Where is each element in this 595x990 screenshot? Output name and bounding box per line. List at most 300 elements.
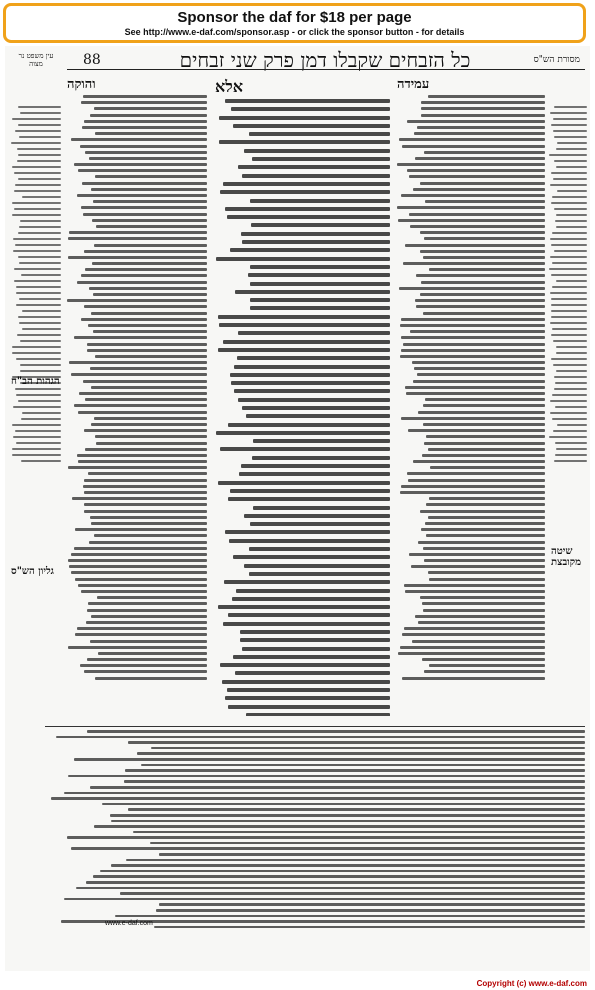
text-line <box>400 355 545 358</box>
text-line <box>16 292 61 294</box>
text-line <box>553 178 587 180</box>
text-line <box>12 118 61 120</box>
text-line <box>252 456 390 460</box>
text-line <box>428 516 545 519</box>
text-line <box>64 898 585 901</box>
text-line <box>401 194 545 197</box>
text-line <box>68 466 207 469</box>
text-line <box>408 479 545 482</box>
text-line <box>235 671 390 675</box>
text-line <box>399 287 545 290</box>
text-line <box>409 553 545 556</box>
rashi-heading: והוקה <box>67 77 96 92</box>
text-line <box>409 175 545 178</box>
text-line <box>423 423 545 426</box>
text-line <box>83 485 207 488</box>
text-line <box>244 149 390 153</box>
text-line <box>84 670 207 673</box>
tosafot-commentary <box>397 76 545 680</box>
text-line <box>418 621 545 624</box>
text-line <box>93 200 207 203</box>
text-line <box>233 655 390 659</box>
text-line <box>403 262 545 265</box>
text-line <box>86 621 207 624</box>
text-line <box>242 174 390 178</box>
text-line <box>56 736 585 739</box>
text-line <box>83 213 207 216</box>
text-line <box>404 584 545 587</box>
sponsor-banner[interactable] <box>3 3 586 43</box>
text-line <box>19 322 61 324</box>
text-line <box>150 842 585 845</box>
text-line <box>91 386 207 389</box>
text-line <box>17 160 61 162</box>
text-line <box>415 157 545 160</box>
text-line <box>87 609 207 612</box>
text-line <box>418 411 545 414</box>
text-line <box>85 268 207 271</box>
text-line <box>411 565 545 568</box>
text-line <box>549 268 587 270</box>
text-line <box>248 273 390 277</box>
text-line <box>231 107 390 111</box>
text-line <box>253 506 390 510</box>
text-line <box>233 124 390 128</box>
gilyon-heading: גליון הש"ס <box>11 566 54 577</box>
text-line <box>236 589 390 593</box>
text-line <box>551 124 587 126</box>
text-line <box>422 658 545 661</box>
text-line <box>18 316 61 318</box>
text-line <box>550 412 587 414</box>
text-line <box>19 298 61 300</box>
text-line <box>71 373 207 376</box>
text-line <box>68 256 207 259</box>
text-line <box>429 664 545 667</box>
copyright-link[interactable]: Copyright (c) www.e-daf.com <box>476 979 587 988</box>
text-line <box>94 244 207 247</box>
text-line <box>551 244 587 246</box>
text-line <box>13 238 61 240</box>
text-line <box>219 323 390 327</box>
text-line <box>71 553 207 556</box>
text-line <box>554 136 587 138</box>
text-line <box>417 373 545 376</box>
text-line <box>96 442 207 445</box>
text-line <box>402 677 545 680</box>
text-line <box>68 646 207 649</box>
text-line <box>554 460 587 462</box>
text-line <box>84 510 207 513</box>
text-line <box>230 489 390 493</box>
text-line <box>556 370 587 372</box>
text-line <box>241 232 390 236</box>
text-line <box>553 430 587 432</box>
text-line <box>87 349 207 352</box>
text-line <box>69 231 207 234</box>
text-line <box>18 178 61 180</box>
text-line <box>80 664 207 667</box>
text-line <box>420 182 545 185</box>
text-line <box>225 207 390 211</box>
text-line <box>250 199 390 203</box>
text-line <box>426 435 545 438</box>
text-line <box>218 348 390 352</box>
text-line <box>20 220 61 222</box>
text-line <box>250 306 390 310</box>
text-line <box>228 705 390 709</box>
text-line <box>551 358 587 360</box>
text-line <box>76 887 585 890</box>
text-line <box>68 237 207 240</box>
text-line <box>78 411 207 414</box>
text-line <box>84 429 207 432</box>
text-line <box>77 281 207 284</box>
text-line <box>91 522 207 525</box>
text-line <box>80 145 207 148</box>
text-line <box>84 503 207 506</box>
text-line <box>557 142 587 144</box>
sponsor-headline: Sponsor the daf for $18 per page <box>177 9 412 26</box>
text-line <box>400 646 545 649</box>
text-line <box>410 225 545 228</box>
text-line <box>428 95 545 98</box>
text-line <box>88 602 207 605</box>
text-line <box>246 713 390 716</box>
text-line <box>90 786 585 789</box>
text-line <box>71 847 585 850</box>
text-line <box>421 114 545 117</box>
text-line <box>425 200 545 203</box>
text-line <box>74 163 207 166</box>
text-line <box>219 140 390 144</box>
text-line <box>405 386 545 389</box>
text-line <box>428 448 545 451</box>
text-line <box>423 312 545 315</box>
text-line <box>551 304 587 306</box>
text-line <box>408 429 545 432</box>
text-line <box>218 315 390 319</box>
text-line <box>420 510 545 513</box>
text-line <box>555 382 587 384</box>
text-line <box>128 808 585 811</box>
text-line <box>556 166 587 168</box>
text-line <box>550 112 587 114</box>
text-line <box>75 528 207 531</box>
text-line <box>402 633 545 636</box>
text-line <box>552 286 587 288</box>
text-line <box>94 534 207 537</box>
text-line <box>416 305 545 308</box>
text-line <box>74 404 207 407</box>
text-line <box>550 238 587 240</box>
text-line <box>84 491 207 494</box>
text-line <box>15 184 61 186</box>
text-line <box>12 202 61 204</box>
text-line <box>90 114 207 117</box>
text-line <box>100 870 585 873</box>
text-line <box>223 340 390 344</box>
text-line <box>228 613 390 617</box>
text-line <box>15 244 61 246</box>
text-line <box>87 658 207 661</box>
text-line <box>249 547 390 551</box>
text-line <box>225 530 390 534</box>
text-line <box>16 358 61 360</box>
text-line <box>92 219 207 222</box>
text-line <box>422 602 545 605</box>
text-line <box>88 472 207 475</box>
text-line <box>137 752 585 755</box>
text-line <box>417 126 545 129</box>
text-line <box>240 630 390 634</box>
text-line <box>555 442 587 444</box>
text-line <box>404 627 545 630</box>
header-rule <box>67 69 585 70</box>
hagahot-heading: הגהות הב"ח <box>11 376 60 387</box>
text-line <box>227 688 390 692</box>
text-line <box>141 764 585 767</box>
text-line <box>401 349 545 352</box>
text-line <box>414 367 545 370</box>
text-line <box>399 138 545 141</box>
gemara-text <box>215 76 390 716</box>
text-line <box>93 330 207 333</box>
text-line <box>553 130 587 132</box>
text-line <box>220 663 390 667</box>
text-line <box>554 250 587 252</box>
text-line <box>554 208 587 210</box>
text-line <box>124 780 585 783</box>
text-line <box>216 257 390 261</box>
text-line <box>251 223 390 227</box>
text-line <box>21 460 61 462</box>
text-line <box>552 394 587 396</box>
text-line <box>69 565 207 568</box>
text-line <box>234 389 390 393</box>
text-line <box>96 225 207 228</box>
text-line <box>111 820 585 823</box>
text-line <box>229 539 390 543</box>
text-line <box>95 677 207 680</box>
gemara-heading: אלא <box>215 77 244 96</box>
text-line <box>12 214 61 216</box>
text-line <box>14 208 61 210</box>
text-line <box>556 346 587 348</box>
text-line <box>91 615 207 618</box>
talmud-page <box>5 46 590 971</box>
text-line <box>407 120 545 123</box>
text-line <box>426 534 545 537</box>
text-line <box>110 814 585 817</box>
text-line <box>252 157 390 161</box>
text-line <box>75 578 207 581</box>
text-line <box>98 652 207 655</box>
text-line <box>400 324 545 327</box>
text-line <box>90 367 207 370</box>
text-line <box>19 226 61 228</box>
text-line <box>20 370 61 372</box>
text-line <box>250 298 390 302</box>
text-line <box>424 237 545 240</box>
text-line <box>412 640 545 643</box>
text-line <box>89 541 207 544</box>
text-line <box>16 286 61 288</box>
text-line <box>14 280 61 282</box>
text-line <box>17 334 61 336</box>
text-line <box>71 138 207 141</box>
text-line <box>89 287 207 290</box>
text-line <box>555 406 587 408</box>
text-line <box>18 400 61 402</box>
text-line <box>240 638 390 642</box>
text-line <box>12 424 61 426</box>
text-line <box>555 220 587 222</box>
text-line <box>407 169 545 172</box>
text-line <box>18 232 61 234</box>
text-line <box>67 836 585 839</box>
text-line <box>12 352 61 354</box>
text-line <box>551 310 587 312</box>
text-line <box>423 547 545 550</box>
text-line <box>22 310 61 312</box>
text-line <box>77 627 207 630</box>
text-line <box>406 392 545 395</box>
text-line <box>420 596 545 599</box>
text-line <box>551 172 587 174</box>
text-line <box>552 262 587 264</box>
text-line <box>228 423 390 427</box>
text-line <box>154 926 585 929</box>
text-line <box>64 792 585 795</box>
text-line <box>90 516 207 519</box>
text-line <box>551 274 587 276</box>
text-line <box>22 196 61 198</box>
text-line <box>557 424 587 426</box>
text-line <box>227 215 390 219</box>
text-line <box>79 392 207 395</box>
text-line <box>17 148 61 150</box>
text-line <box>551 202 587 204</box>
text-line <box>556 280 587 282</box>
text-line <box>14 172 61 174</box>
text-line <box>87 343 207 346</box>
text-line <box>554 376 587 378</box>
text-line <box>120 892 585 895</box>
text-line <box>550 322 587 324</box>
site-url[interactable]: www.e-daf.com <box>105 920 153 927</box>
text-line <box>428 571 545 574</box>
text-line <box>401 417 545 420</box>
text-line <box>231 381 390 385</box>
text-line <box>16 442 61 444</box>
text-line <box>74 336 207 339</box>
text-line <box>397 206 545 209</box>
text-line <box>21 418 61 420</box>
text-line <box>234 365 390 369</box>
text-line <box>398 219 545 222</box>
text-line <box>20 112 61 114</box>
text-line <box>552 418 587 420</box>
text-line <box>19 136 61 138</box>
text-line <box>223 182 390 186</box>
text-line <box>241 464 390 468</box>
text-line <box>16 304 61 306</box>
text-line <box>91 188 207 191</box>
text-line <box>549 154 587 156</box>
text-line <box>554 106 587 108</box>
sponsor-subline[interactable]: See http://www.e-daf.com/sponsor.asp - or click the sponsor button - for details <box>124 27 465 37</box>
text-line <box>244 514 390 518</box>
text-line <box>72 497 207 500</box>
text-line <box>94 417 207 420</box>
text-line <box>95 435 207 438</box>
text-line <box>250 522 390 526</box>
text-line <box>83 95 207 98</box>
text-line <box>397 163 545 166</box>
text-line <box>84 120 207 123</box>
text-line <box>219 116 390 120</box>
bottom-rule <box>45 726 585 727</box>
text-line <box>13 436 61 438</box>
text-line <box>242 240 390 244</box>
text-line <box>68 775 585 778</box>
text-line <box>554 388 587 390</box>
text-line <box>77 454 207 457</box>
text-line <box>553 340 587 342</box>
text-line <box>68 559 207 562</box>
text-line <box>424 151 545 154</box>
tractate-label: מסורת הש"ס <box>533 55 580 65</box>
text-line <box>233 555 390 559</box>
text-line <box>425 398 545 401</box>
text-line <box>151 747 585 750</box>
text-line <box>78 584 207 587</box>
text-line <box>20 340 61 342</box>
text-line <box>21 274 61 276</box>
text-line <box>159 903 585 906</box>
text-line <box>239 472 390 476</box>
text-line <box>421 101 545 104</box>
text-line <box>16 394 61 396</box>
text-line <box>220 190 390 194</box>
text-line <box>85 151 207 154</box>
text-line <box>553 364 587 366</box>
text-line <box>238 165 390 169</box>
text-line <box>418 541 545 544</box>
text-line <box>421 528 545 531</box>
text-line <box>218 481 390 485</box>
text-line <box>423 609 545 612</box>
text-line <box>18 106 61 108</box>
text-line <box>81 590 207 593</box>
text-line <box>13 250 61 252</box>
text-line <box>224 580 390 584</box>
text-line <box>403 343 545 346</box>
text-line <box>242 647 390 651</box>
text-line <box>550 400 587 402</box>
text-line <box>74 758 585 761</box>
text-line <box>12 166 61 168</box>
text-line <box>69 361 207 364</box>
text-line <box>402 145 545 148</box>
text-line <box>95 175 207 178</box>
text-line <box>405 244 545 247</box>
text-line <box>75 633 207 636</box>
text-line <box>401 336 545 339</box>
text-line <box>420 231 545 234</box>
text-line <box>553 118 587 120</box>
